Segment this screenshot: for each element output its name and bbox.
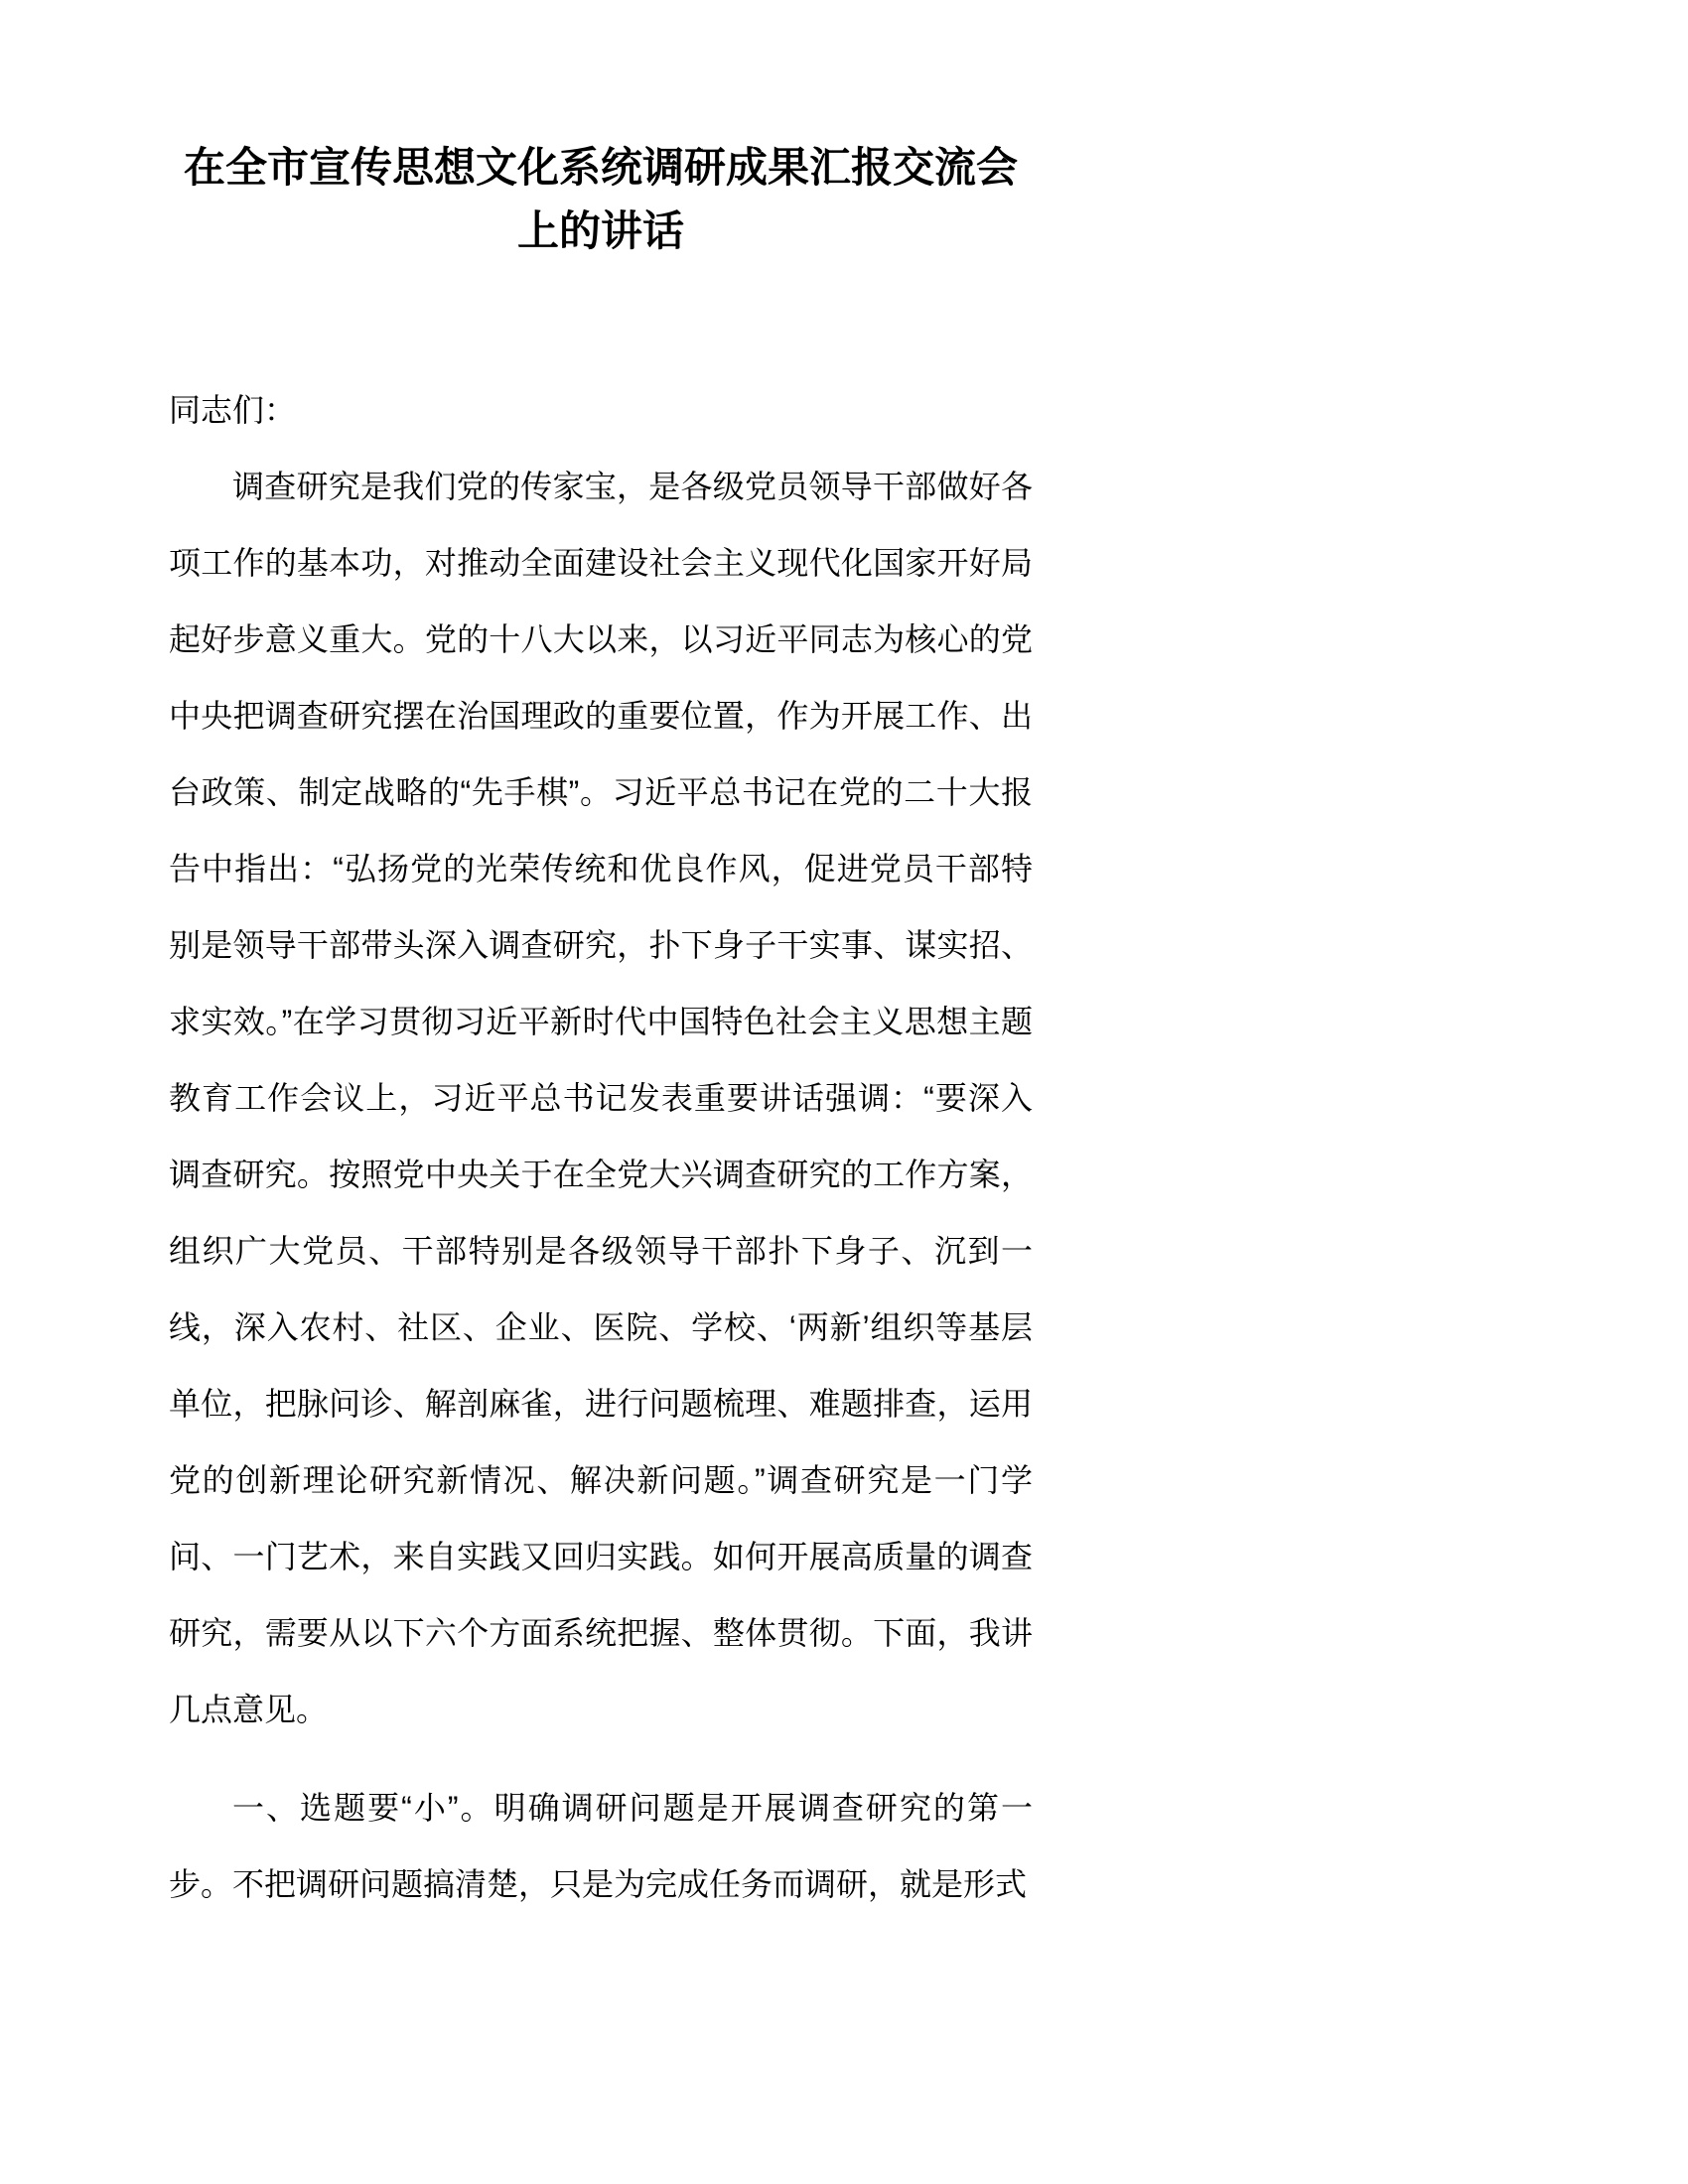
salutation: 同志们：: [169, 392, 297, 428]
paragraph: 调查研究是我们党的传家宝，是各级党员领导干部做好各项工作的基本功，对推动全面建设社会主义现代化国家开好局起好步意义重大。党的十八大以来，以习近平同志为核心的党中央把调查研究摆在治国理政的重要位置，作为开展工作、出台政策、制定战略的“先手棋”。习近平总书记在党的二十大报告中指出：“弘扬党的光荣传统和优良作风，促进党员干部特别是领导干部带头深入调查研究，扑下身子干实事、谋实招、求实效。”在学习贯彻习近平新时代中国特色社会主义思想主题教育工作会议上，习近平总书记发表重要讲话强调：“要深入调查研究。按照党中央关于在全党大兴调查研究的工作方案，组织广大党员、干部特别是各级领导干部扑下身子、沉到一线，深入农村、社区、企业、医院、学校、‘两新’组织等基层单位，把脉问诊、解剖麻雀，进行问题梳理、难题排查，运用党的创新理论研究新情况、解决新问题。”调查研究是一门学问、一门艺术，来自实践又回归实践。如何开展高质量的调查研究，需要从以下六个方面系统把握、整体贯彻。下面，我讲几点意见。: [169, 469, 1033, 1727]
paragraph: 一、选题要“小”。明确调研问题是开展调查研究的第一步。不把调研问题搞清楚，只是为完成任务而调研，就是形式: [169, 1790, 1033, 1902]
document-title: 在全市宣传思想文化系统调研成果汇报交流会上的讲话: [183, 144, 1018, 254]
